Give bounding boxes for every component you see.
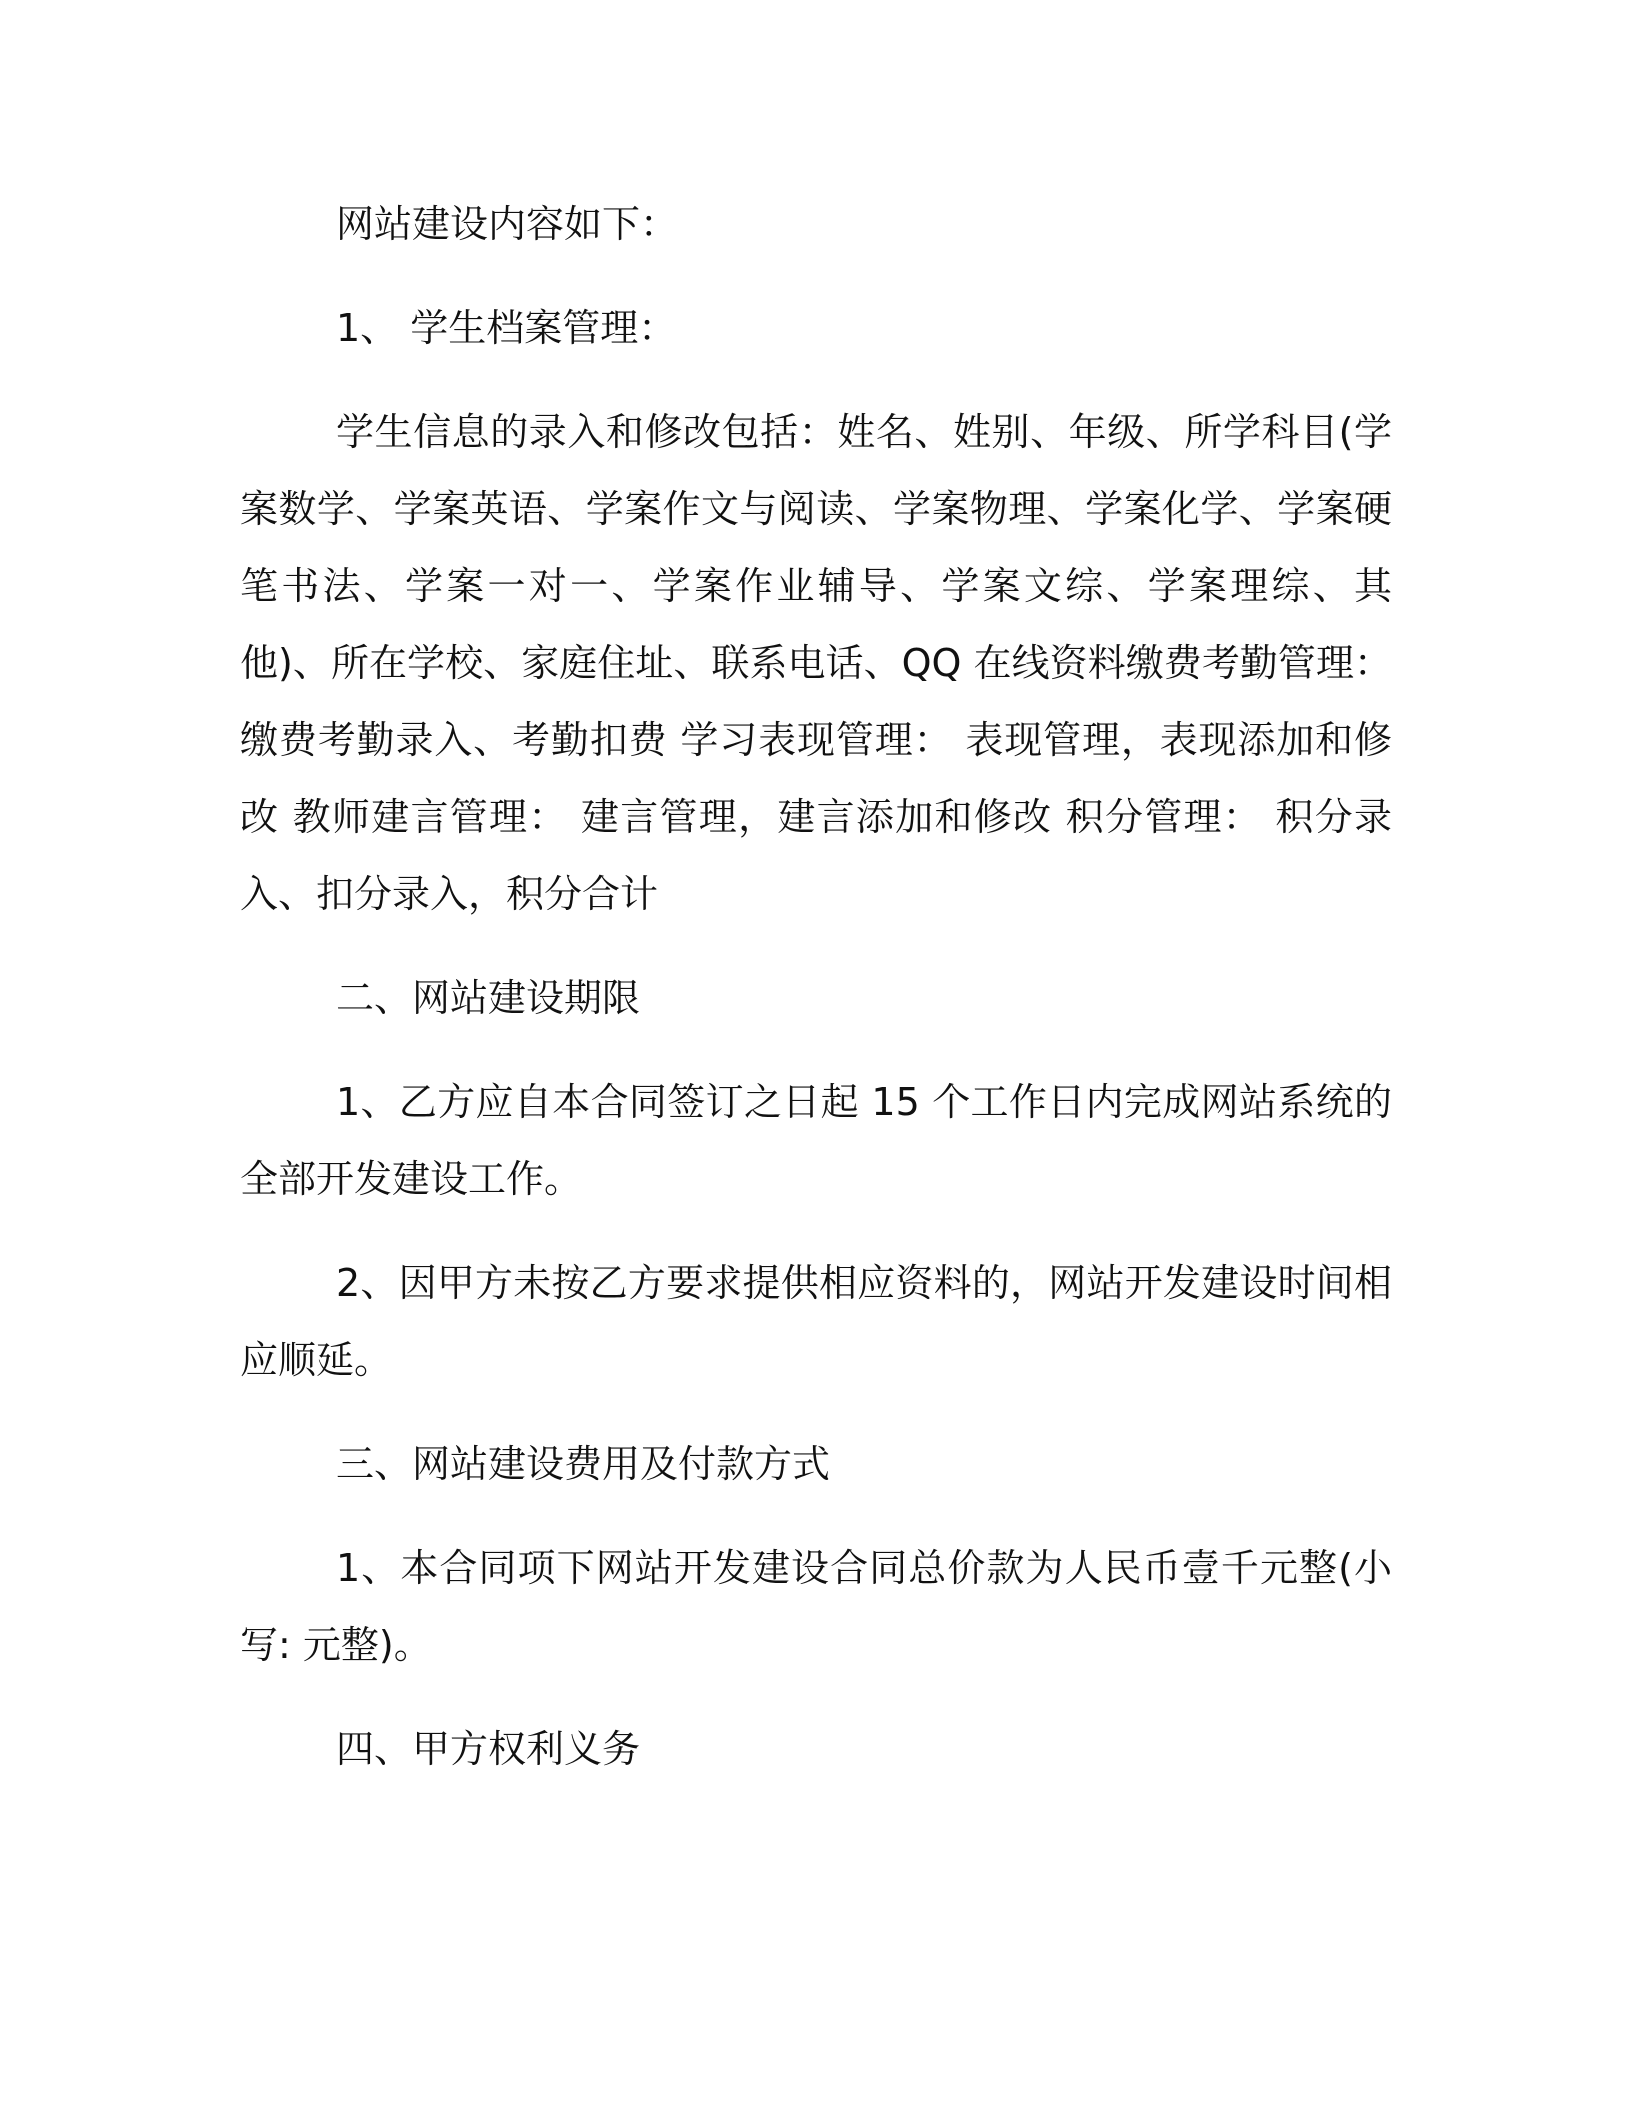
section-3-item-1: 1、本合同项下网站开发建设合同总价款为人民币壹千元整(小写: 元整)。	[240, 1546, 1392, 1667]
section-2-item-1: 1、乙方应自本合同签订之日起 15 个工作日内完成网站系统的全部开发建设工作。	[240, 1080, 1392, 1201]
section-2-item-2: 2、因甲方未按乙方要求提供相应资料的，网站开发建设时间相应顺延。	[240, 1261, 1392, 1382]
item-student-records-heading: 1、 学生档案管理：	[336, 306, 677, 350]
document-body	[240, 186, 1392, 1815]
section-3-heading: 三、网站建设费用及付款方式	[336, 1442, 831, 1486]
section-2-heading: 二、网站建设期限	[336, 976, 641, 1020]
intro-heading: 网站建设内容如下：	[336, 202, 679, 246]
student-info-paragraph: 学生信息的录入和修改包括：姓名、姓别、年级、所学科目(学案数学、学案英语、学案作文与阅读、学案物理、学案化学、学案硬笔书法、学案一对一、学案作业辅导、学案文综、学案理综、其他)、所在学校、家庭住址、联系电话、QQ 在线资料缴费考勤管理： 缴费考勤录入、考勤扣费 学习表现管理： 表现管理，表现添加和修改 教师建言管理： 建言管理，建言添加和修改 积分管理： 积分录入、扣分录入，积分合计	[240, 410, 1392, 916]
section-4-heading: 四、甲方权利义务	[336, 1727, 641, 1771]
